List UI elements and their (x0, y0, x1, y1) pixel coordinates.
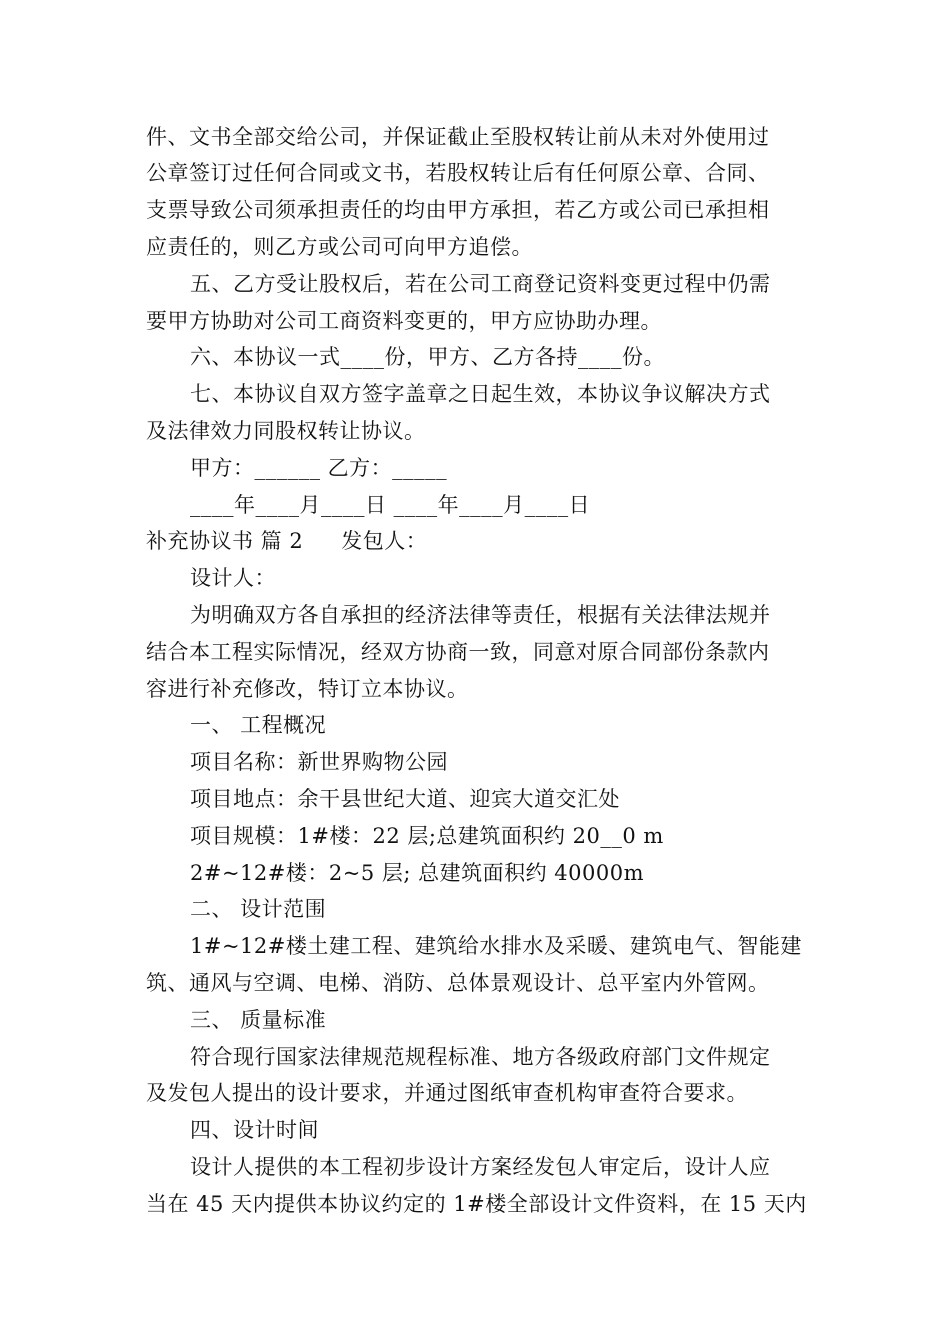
body-text-line: 应责任的，则乙方或公司可向甲方追偿。 (146, 235, 533, 259)
clause-five: 五、乙方受让股权后，若在公司工商登记资料变更过程中仍需 (190, 272, 771, 296)
project-name: 项目名称：新世界购物公园 (190, 750, 448, 774)
design-time-line: 设计人提供的本工程初步设计方案经发包人审定后，设计人应 (190, 1155, 771, 1179)
body-text-line: 支票导致公司须承担责任的均由甲方承担，若乙方或公司已承担相 (146, 198, 770, 222)
section-title: 补充协议书 篇 2 (146, 529, 304, 553)
design-scope-line: 1#~12#楼土建工程、建筑给水排水及采暖、建筑电气、智能建 (190, 934, 802, 958)
body-text-line: 筑、通风与空调、电梯、消防、总体景观设计、总平室内外管网。 (146, 971, 770, 995)
clause-six: 六、本协议一式____份，甲方、乙方各持____份。 (190, 345, 665, 369)
heading-project-overview: 一、 工程概况 (190, 713, 327, 737)
body-text-line: 及法律效力同股权转让协议。 (146, 419, 426, 443)
heading-quality-standard: 三、 质量标准 (190, 1008, 327, 1032)
section-heading-line (146, 523, 826, 559)
quality-standard-line: 符合现行国家法律规范规程标准、地方各级政府部门文件规定 (190, 1045, 771, 1069)
designer-label: 设计人： (190, 566, 276, 590)
body-text-line: 容进行补充修改，特订立本协议。 (146, 677, 469, 701)
body-text-line: 要甲方协助对公司工商资料变更的，甲方应协助办理。 (146, 309, 662, 333)
contractor-label: 发包人： (341, 529, 428, 553)
project-scale: 项目规模：1#楼：22 层;总建筑面积约 20__0 m (190, 824, 664, 848)
project-location: 项目地点：余干县世纪大道、迎宾大道交汇处 (190, 787, 620, 811)
heading-design-time: 四、设计时间 (190, 1118, 319, 1142)
body-text-line: 公章签订过任何合同或文书，若股权转让后有任何原公章、合同、 (146, 161, 770, 185)
body-text-line: 结合本工程实际情况，经双方协商一致，同意对原合同部份条款内 (146, 640, 770, 664)
clause-seven: 七、本协议自双方签字盖章之日起生效，本协议争议解决方式 (190, 382, 771, 406)
body-text-line: 件、文书全部交给公司，并保证截止至股权转让前从未对外使用过 (146, 125, 770, 149)
intro-paragraph-line: 为明确双方各自承担的经济法律等责任，根据有关法律法规并 (190, 603, 771, 627)
body-text-line: 当在 45 天内提供本协议约定的 1#楼全部设计文件资料，在 15 天内 (146, 1192, 807, 1216)
body-text-line: 及发包人提出的设计要求，并通过图纸审查机构审查符合要求。 (146, 1081, 748, 1105)
signature-line: 甲方：______ 乙方：_____ (190, 456, 448, 480)
heading-design-scope: 二、 设计范围 (190, 897, 327, 921)
project-scale-2: 2#~12#楼：2~5 层; 总建筑面积约 40000m (190, 861, 645, 885)
date-line: ____年____月____日 ____年____月____日 (190, 493, 591, 517)
